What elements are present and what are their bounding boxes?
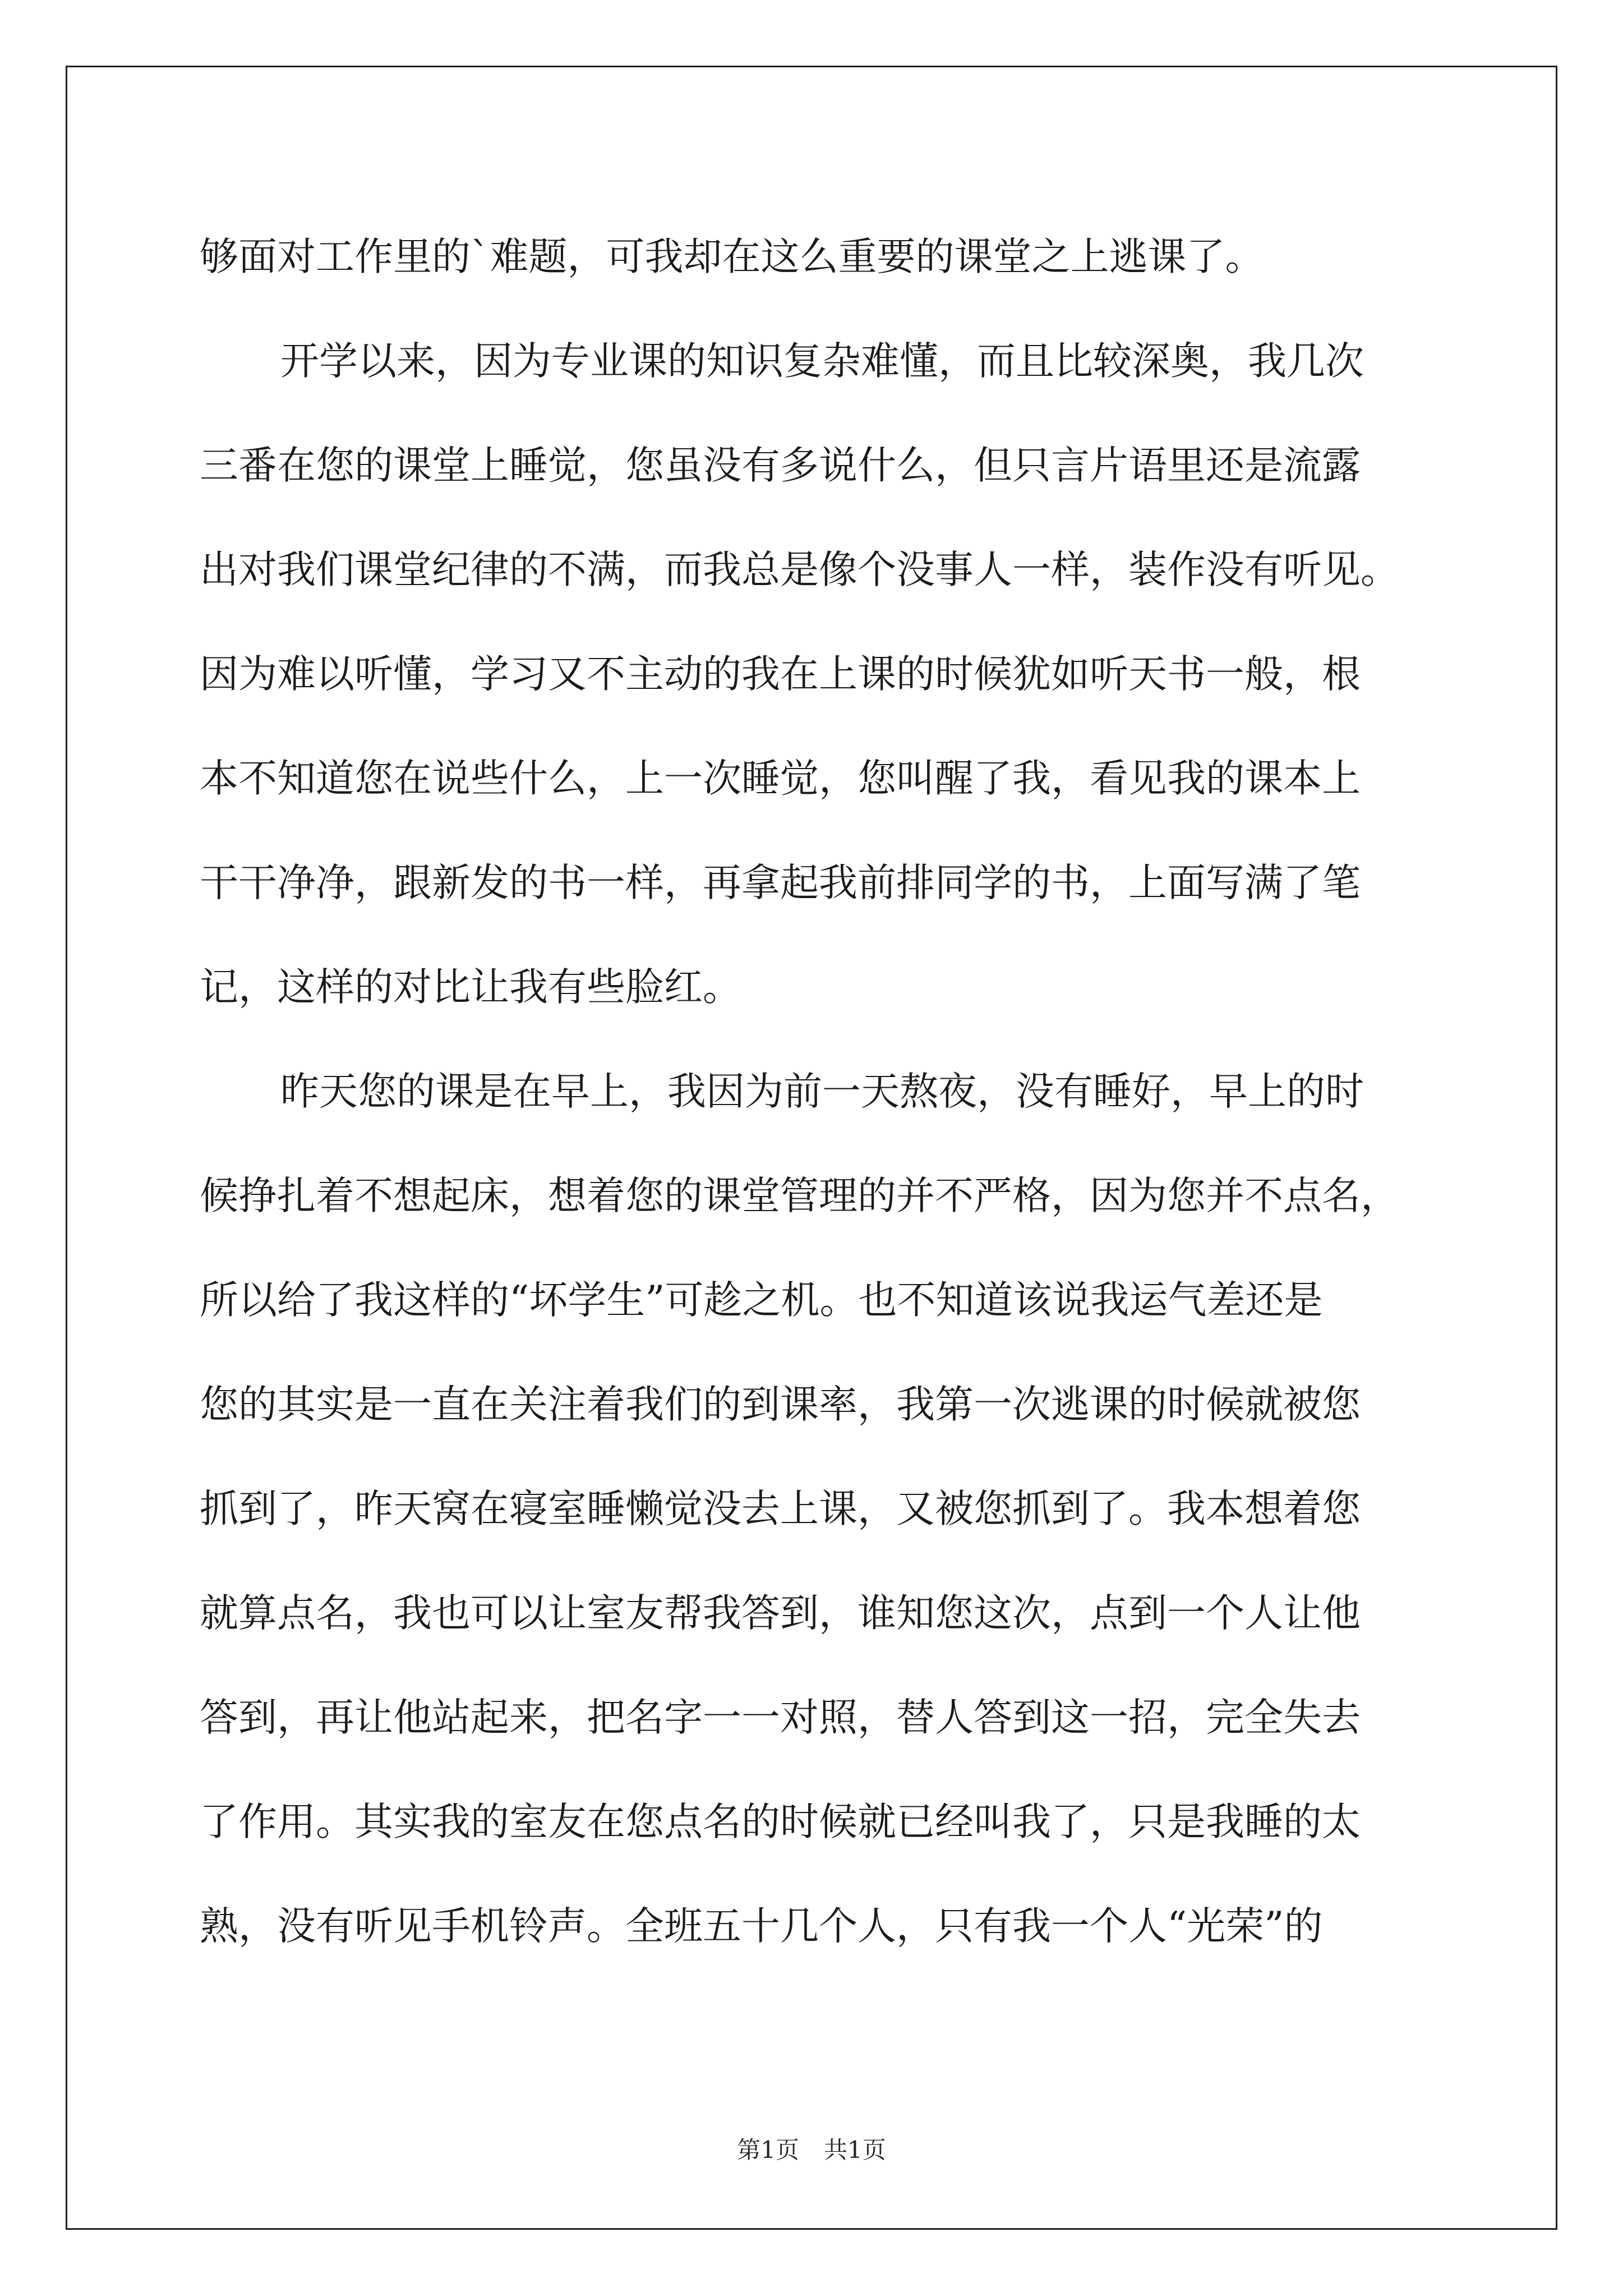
text-line-3: 三番在您的课堂上睡觉，您虽没有多说什么，但只言片语里还是流露 bbox=[200, 443, 1361, 488]
text-line-4: 出对我们课堂纪律的不满，而我总是像个没事人一样，装作没有听见。 bbox=[200, 547, 1399, 592]
text-line-7: 干干净净，跟新发的书一样，再拿起我前排同学的书，上面写满了笔 bbox=[200, 861, 1361, 905]
text-line-16: 了作用。其实我的室友在您点名的时候就已经叫我了，只是我睡的太 bbox=[200, 1800, 1361, 1844]
page-number: 第1页 bbox=[737, 2136, 799, 2164]
text-line-5: 因为难以听懂，学习又不主动的我在上课的时候犹如听天书一般，根 bbox=[200, 652, 1361, 697]
text-line-8: 记，这样的对比让我有些脸红。 bbox=[200, 965, 741, 1010]
text-line-11: 所以给了我这样的“坏学生”可趁之机。也不知道该说我运气差还是 bbox=[200, 1278, 1323, 1323]
text-line-12: 您的其实是一直在关注着我们的到课率，我第一次逃课的时候就被您 bbox=[200, 1382, 1361, 1427]
text-line-2: 开学以来，因为专业课的知识复杂难懂，而且比较深奥，我几次 bbox=[280, 339, 1364, 384]
text-line-15: 答到，再让他站起来，把名字一一对照，替人答到这一招，完全失去 bbox=[200, 1695, 1361, 1740]
text-line-13: 抓到了，昨天窝在寝室睡懒觉没去上课，又被您抓到了。我本想着您 bbox=[200, 1487, 1361, 1531]
text-line-10: 候挣扎着不想起床，想着您的课堂管理的并不严格，因为您并不点名， bbox=[200, 1174, 1399, 1218]
text-line-17: 熟，没有听见手机铃声。全班五十几个人，只有我一个人“光荣”的 bbox=[200, 1904, 1323, 1949]
text-line-9: 昨天您的课是在早上，我因为前一天熬夜，没有睡好，早上的时 bbox=[280, 1069, 1364, 1114]
text-line-14: 就算点名，我也可以让室友帮我答到，谁知您这次，点到一个人让他 bbox=[200, 1591, 1361, 1636]
page-total: 共1页 bbox=[824, 2136, 886, 2164]
text-line-1: 够面对工作里的`难题，可我却在这么重要的课堂之上逃课了。 bbox=[200, 234, 1264, 279]
text-line-6: 本不知道您在说些什么，上一次睡觉，您叫醒了我，看见我的课本上 bbox=[200, 756, 1361, 801]
page-footer bbox=[0, 2132, 1623, 2165]
